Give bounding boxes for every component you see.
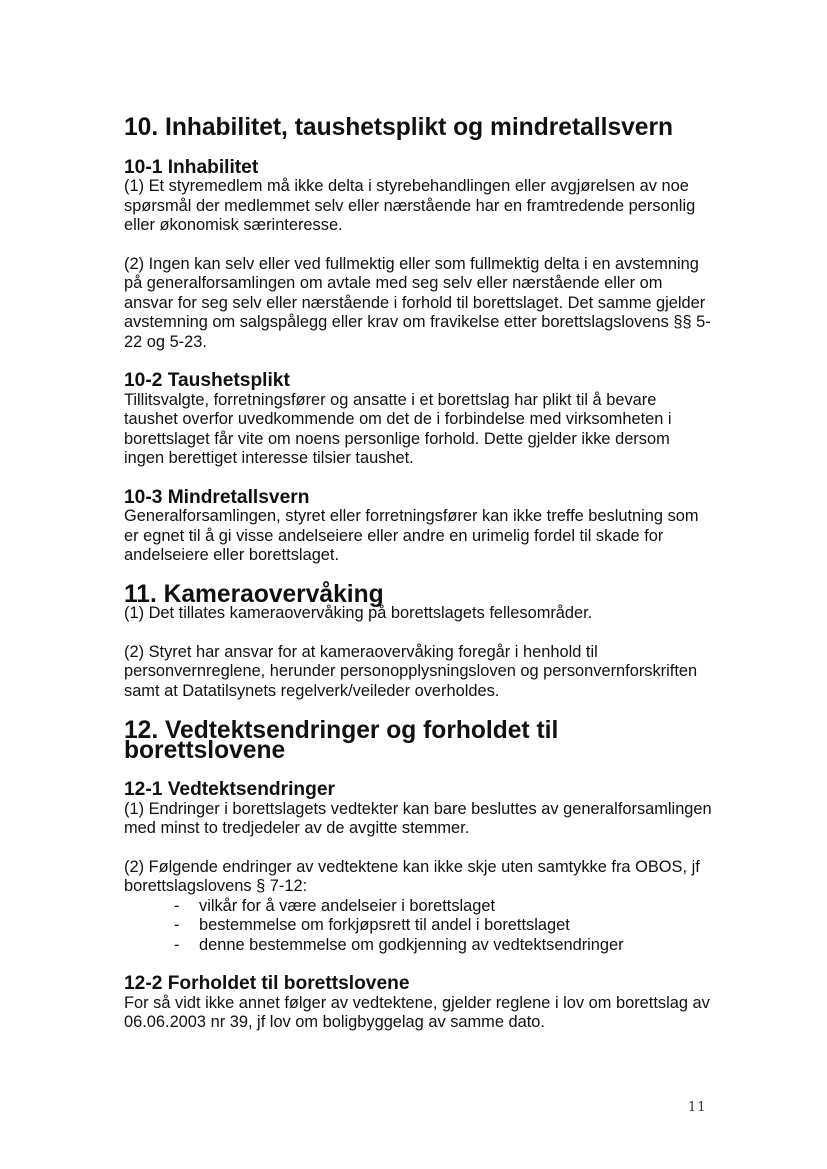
section-10-1-paragraph-1: (1) Et styremedlem må ikke delta i styrebehandlingen eller avgjørelsen av noe spørsmål der medlemmet selv eller nærstående har en framtredende personlig eller økonomisk særinteresse. [124, 177, 696, 234]
section-12-title: 12. Vedtektsendringer og forholdet til borettslovene [124, 717, 559, 764]
page-number: 11 [688, 1100, 707, 1115]
section-12-2-paragraph-1: For så vidt ikke annet følger av vedtektene, gjelder reglene i lov om borettslag av 06.06.2003 nr 39, jf lov om boligbyggelag av samme dato. [124, 993, 710, 1031]
list-item: - vilkår for å være andelseier i borettslaget [174, 897, 714, 917]
section-10-3-paragraph-1: Generalforsamlingen, styret eller forretningsfører kan ikke treffe beslutning som er egnet til å gi visse andelseiere eller andre en urimelig fordel til skade for andelseiere eller borettslaget. [124, 507, 699, 564]
section-10-title: 10. Inhabilitet, taushetsplikt og mindretallsvern [124, 114, 674, 141]
section-11-paragraph-1: (1) Det tillates kameraovervåking på borettslagets fellesområder. [124, 604, 593, 622]
section-10-2-heading: 10-2 Taushetsplikt [124, 370, 290, 391]
section-11-title: 11. Kameraovervåking [124, 580, 384, 608]
section-11-paragraph-2: (2) Styret har ansvar for at kameraovervåking foregår i henhold til personvernreglene, herunder personopplysningsloven og personvernforskriften samt at Datatilsynets regelverk/veileder overholdes. [124, 642, 698, 700]
list-item: - bestemmelse om forkjøpsrett til andel i borettslaget [174, 916, 714, 936]
section-12-1-paragraph-1: (1) Endringer i borettslagets vedtekter kan bare besluttes av generalforsamlingen med minst to tredjedeler av de avgitte stemmer. [124, 799, 712, 837]
section-10-3-heading: 10-3 Mindretallsvern [124, 486, 310, 508]
section-12-1-heading: 12-1 Vedtektsendringer [124, 779, 335, 800]
list-item: - denne bestemmelse om godkjenning av vedtektsendringer [174, 936, 714, 956]
section-12-1-paragraph-2: (2) Følgende endringer av vedtektene kan ikke skje uten samtykke fra OBOS, jf borettslagslovens § 7-12: [124, 857, 700, 895]
section-10-2-paragraph-1: Tillitsvalgte, forretningsfører og ansatte i et borettslag har plikt til å bevare taushet overfor uvedkommende om det de i forbindelse med virksomheten i borettslaget får vite om noens personlige forhold. Dette gjelder ikke dersom ingen berettiget interesse tilsier taushet. [124, 390, 672, 467]
section-10-1-heading: 10-1 Inhabilitet [124, 156, 259, 178]
section-10-1-paragraph-2: (2) Ingen kan selv eller ved fullmektig eller som fullmektig delta i en avstemning på generalforsamlingen om avtale med seg selv eller nærstående eller om ansvar for seg selv eller nærstående i forhold til borettslaget. Det samme gjelder avstemning om salgspålegg eller krav om fravikelse etter borettslagslovens §§ 5-22 og 5-23. [124, 254, 711, 351]
section-12-2-heading: 12-2 Forholdet til borettslovene [124, 973, 410, 994]
document-page [124, 114, 714, 1033]
section-12-1-list [124, 897, 714, 956]
